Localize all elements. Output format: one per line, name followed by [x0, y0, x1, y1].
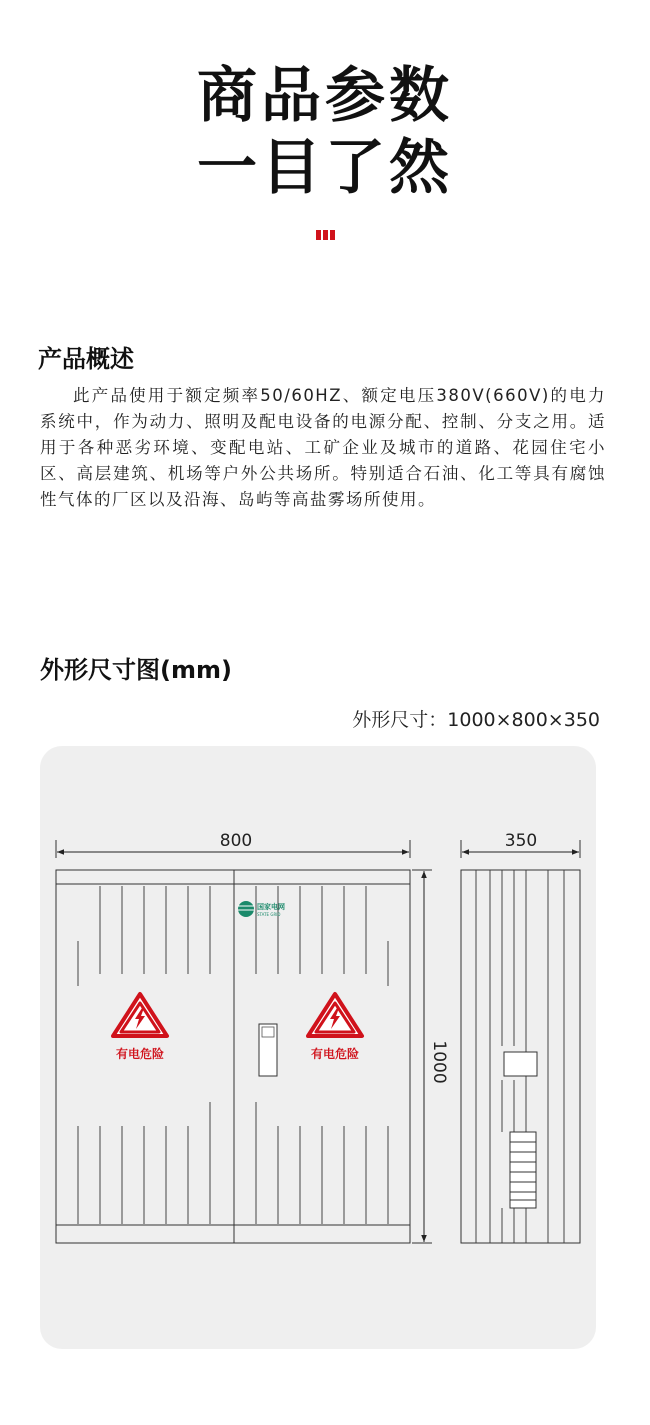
accent-bar [330, 230, 335, 240]
width-label: 800 [219, 831, 253, 851]
logo-text: 国家电网 [257, 903, 285, 911]
warning-label-left: 有电危险 [115, 1047, 165, 1061]
warning-sign-left [113, 994, 167, 1061]
dimensions-title: 外形尺寸图(mm) [40, 656, 232, 684]
logo-subtext: STATE GRID [257, 912, 281, 917]
depth-label: 350 [504, 831, 538, 851]
dimension-drawing [40, 746, 596, 1349]
hero-title-line1: 商品参数 [197, 61, 453, 131]
overview-title: 产品概述 [38, 345, 134, 373]
side-vent-grille [510, 1132, 536, 1208]
state-grid-logo [238, 901, 285, 917]
depth-dimension [461, 831, 580, 858]
accent-bar [316, 230, 321, 240]
overview-body: 此产品使用于额定频率50/60HZ、额定电压380V(660V)的电力系统中，作为动力、照明及配电设备的电源分配、控制、分支之用。适用于各种恶劣环境、变配电站、工矿企业及城市的道路、花园住宅小区、高层建筑、机场等户外公共场所。特别适合石油、化工等具有腐蚀性气体的厂区以及沿海、岛屿等高盐雾场所使用。 [40, 386, 606, 509]
accent-bars-icon [316, 230, 336, 240]
width-dimension [56, 831, 410, 858]
dimensions-caption: 外形尺寸：1000×800×350 [352, 709, 600, 731]
warning-label-right: 有电危险 [310, 1047, 360, 1061]
front-view [56, 870, 410, 1243]
diagram-card [40, 746, 596, 1349]
side-view [461, 870, 580, 1243]
warning-sign-right [308, 994, 362, 1061]
height-label: 1000 [429, 1040, 449, 1084]
side-window [504, 1052, 537, 1076]
accent-bar [323, 230, 328, 240]
height-dimension [412, 870, 449, 1243]
hero-title-line2: 一目了然 [197, 133, 453, 203]
